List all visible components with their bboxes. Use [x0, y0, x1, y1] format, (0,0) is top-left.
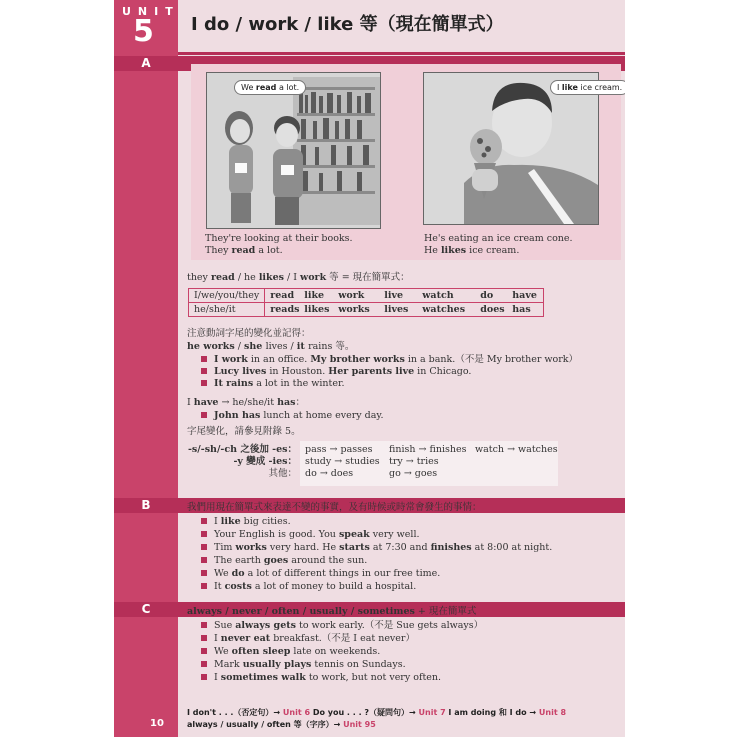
rule-example: try → tries [389, 456, 439, 467]
right-caption-line-2 [424, 245, 573, 257]
text: lunch at home every day. [260, 410, 384, 421]
text: / [234, 341, 244, 352]
bullet-icon [201, 531, 207, 537]
text: Tim [214, 542, 236, 553]
cross-reference-line-2 [187, 719, 376, 730]
bold-text: do [231, 568, 245, 579]
verb-form: live [384, 290, 404, 301]
text: in a bank.（不是 My brother work） [404, 354, 579, 365]
unit-word: UNIT [122, 5, 180, 18]
bullet-icon [201, 380, 207, 386]
bubble-text: We [241, 83, 256, 92]
subject: she [243, 341, 266, 352]
bold-text: never eat [220, 633, 271, 644]
list-item [201, 671, 483, 684]
spelling-rule-examples [305, 444, 558, 480]
list-item [201, 541, 552, 554]
bubble-verb: read [255, 83, 277, 92]
rule-row [305, 456, 439, 468]
rule-example: go → goes [389, 468, 438, 479]
text: a lot of different things in our free time. [244, 568, 441, 579]
text: around the sun. [288, 555, 368, 566]
left-caption-line-2 [205, 245, 353, 257]
section-b-label: B [141, 498, 151, 512]
bold-text: often sleep [231, 646, 291, 657]
verb-form: watches [422, 304, 466, 315]
text: a lot in the winter. [253, 378, 345, 389]
verb-form: works [338, 304, 370, 315]
example-list-a1 [201, 354, 578, 390]
text: breakfast.（不是 I eat never） [270, 633, 415, 644]
text: in Chicago. [414, 366, 472, 377]
section-c-label: C [141, 602, 151, 616]
rule-row [305, 444, 558, 456]
bold-text: My brother works [310, 354, 405, 365]
caption-verb: read [231, 245, 256, 256]
list-item [201, 619, 483, 632]
cross-reference-line-1 [187, 707, 566, 718]
right-caption [424, 233, 573, 257]
bold-text: goes [263, 555, 289, 566]
text: in Houston. [266, 366, 329, 377]
list-item [201, 645, 483, 658]
bullet-icon [201, 557, 207, 563]
caption-text: They [205, 245, 232, 256]
verb-form: read [270, 290, 295, 301]
text: It [214, 581, 225, 592]
verb-form: watch [422, 290, 454, 301]
intro-text: / he [234, 272, 259, 283]
text: in an office. [247, 354, 311, 365]
verb-cell [265, 303, 544, 317]
speech-bubble-we-read [234, 80, 306, 95]
bold-text: Her parents live [328, 366, 415, 377]
verb-form: does [480, 304, 505, 315]
conjugation-row-plural [189, 289, 544, 303]
spelling-rule-labels [187, 444, 297, 480]
xref-text: I don't . . .（否定句）→ [187, 708, 283, 717]
text: at 8:00 at night. [471, 542, 553, 553]
xref-unit-link[interactable]: Unit 8 [538, 708, 567, 717]
intro-text: they [187, 272, 211, 283]
text: to work early.（不是 Sue gets always） [295, 620, 484, 631]
rule-label: -s/-sh/-ch 之後加 -es： [187, 444, 297, 455]
text: Mark [214, 659, 243, 670]
verb-form: have [512, 290, 537, 301]
bubble-text: ice cream. [577, 83, 623, 92]
bold-text: sometimes walk [220, 672, 306, 683]
right-caption-line-1: He's eating an ice cream cone. [424, 233, 573, 244]
example-list-c [201, 619, 483, 684]
subject-cell: he/she/it [189, 303, 265, 317]
bold-text: Lucy lives [214, 366, 267, 377]
bullet-icon [201, 648, 207, 654]
text: Your English is good. You [214, 529, 339, 540]
text: I [214, 633, 221, 644]
bullet-icon [201, 583, 207, 589]
text: Sue [214, 620, 236, 631]
bold-text: It rains [214, 378, 254, 389]
section-c-intro [187, 606, 476, 618]
example-list-b [201, 515, 552, 593]
bullet-icon [201, 622, 207, 628]
speech-bubble-i-like [550, 80, 625, 95]
text: lives / [265, 341, 297, 352]
text: + 現在簡單式 [414, 606, 477, 617]
bold-text: I work [214, 354, 248, 365]
text: → he/she/it [218, 397, 278, 408]
intro-text: / I [284, 272, 301, 283]
man-eating-ice-cream-image [424, 73, 598, 224]
spelling-note: 字尾變化，請參見附錄 5。 [187, 426, 301, 437]
subject-cell: I/we/you/they [189, 289, 265, 303]
present-simple-intro [187, 272, 410, 284]
bullet-icon [201, 368, 207, 374]
library-scene-image [207, 73, 380, 228]
list-item [201, 658, 483, 671]
list-item [201, 378, 578, 390]
bullet-icon [201, 674, 207, 680]
subject: he [187, 341, 204, 352]
text: ： [295, 397, 305, 408]
unit-number: 5 [133, 14, 154, 49]
left-caption-line-1: They're looking at their books. [205, 233, 353, 244]
bubble-verb: like [561, 83, 578, 92]
list-item [201, 515, 552, 528]
list-item [201, 632, 483, 645]
bullet-icon [201, 356, 207, 362]
text: at 7:30 and [369, 542, 431, 553]
page-number: 10 [150, 718, 164, 729]
page-title: I do / work / like 等（現在簡單式） [191, 14, 504, 35]
rule-label: 其他： [268, 468, 297, 479]
bold-text: works [235, 542, 267, 553]
text: tennis on Sundays. [311, 659, 406, 670]
verb-form: do [480, 290, 494, 301]
caption-verb: likes [440, 245, 467, 256]
xref-unit-link[interactable]: Unit 95 [343, 720, 376, 729]
text: a lot of money to build a hospital. [251, 581, 417, 592]
bullet-icon [201, 570, 207, 576]
reading-illustration [206, 72, 381, 229]
rule-row [305, 468, 438, 480]
verb-form: has [512, 304, 531, 315]
caption-text: ice cream. [466, 245, 520, 256]
text: We [214, 646, 232, 657]
bold-text: finishes [430, 542, 472, 553]
xref-unit-link[interactable]: Unit 7 [418, 708, 446, 717]
verb: has [277, 397, 296, 408]
intro-verb: work [300, 272, 327, 283]
xref-text: I am doing 和 I do → [445, 708, 539, 717]
bold-text: speak [338, 529, 370, 540]
text: rains 等。 [308, 341, 355, 352]
list-item [201, 366, 578, 378]
text: I [214, 672, 221, 683]
textbook-page [114, 0, 625, 737]
bullet-icon [201, 661, 207, 667]
title-underline [178, 52, 625, 55]
list-item [201, 567, 552, 580]
list-item [201, 354, 578, 366]
he-works-line [187, 341, 354, 353]
verb: have [193, 397, 219, 408]
verb-form: work [338, 290, 365, 301]
xref-text: always / usually / often 等（字序）→ [187, 720, 344, 729]
caption-text: a lot. [255, 245, 283, 256]
rule-example: watch → watches [475, 444, 558, 455]
verb: works [203, 341, 235, 352]
subject: it [296, 341, 309, 352]
verb-form: lives [384, 304, 409, 315]
text: late on weekends. [290, 646, 381, 657]
intro-verb: likes [258, 272, 285, 283]
bold-text: starts [339, 542, 370, 553]
text: very well. [369, 529, 420, 540]
text: We [214, 568, 232, 579]
xref-unit-link[interactable]: Unit 6 [282, 708, 311, 717]
text: I [187, 397, 194, 408]
rule-example: study → studies [305, 456, 380, 467]
verb-form: like [304, 290, 325, 301]
text: very hard. He [266, 542, 340, 553]
conjugation-row-singular [189, 303, 544, 317]
list-item [201, 528, 552, 541]
unit-sidebar [114, 0, 178, 737]
bullet-icon [201, 518, 207, 524]
rule-example: do → does [305, 468, 354, 479]
list-item [201, 580, 552, 593]
bullet-icon [201, 635, 207, 641]
rule-label: -y 變成 -ies： [233, 456, 297, 467]
bold-text: like [220, 516, 241, 527]
text: to work, but not very often. [305, 672, 442, 683]
caption-text: He [424, 245, 441, 256]
bold-text: usually plays [242, 659, 312, 670]
verb-cell [265, 289, 544, 303]
text: I [214, 516, 221, 527]
list-item [201, 410, 384, 422]
remember-note: 注意動詞字尾的變化並記得： [187, 328, 311, 339]
verb-form: likes [304, 304, 330, 315]
section-b-intro: 我們用現在簡單式來表達不變的事實，及有時候或時常會發生的事情： [187, 502, 482, 513]
bubble-text: I [557, 83, 562, 92]
bubble-text: a lot. [276, 83, 300, 92]
bold-text: always gets [235, 620, 296, 631]
intro-verb: read [210, 272, 235, 283]
verb-form: reads [270, 304, 300, 315]
conjugation-table [188, 288, 544, 317]
bullet-icon [201, 412, 207, 418]
intro-text: 等 = 現在簡單式： [326, 272, 410, 283]
left-caption [205, 233, 353, 257]
text: big cities. [240, 516, 291, 527]
rule-example: finish → finishes [389, 444, 467, 455]
i-have-line [187, 397, 305, 409]
section-a-label: A [141, 56, 151, 70]
text: The earth [214, 555, 264, 566]
rule-example: pass → passes [305, 444, 373, 455]
adverb-list: always / never / often / usually / sometimes [187, 606, 415, 617]
bullet-icon [201, 544, 207, 550]
bold-text: John has [214, 410, 261, 421]
list-item [201, 554, 552, 567]
xref-text: Do you . . . ?（疑問句）→ [310, 708, 419, 717]
bold-text: costs [224, 581, 252, 592]
